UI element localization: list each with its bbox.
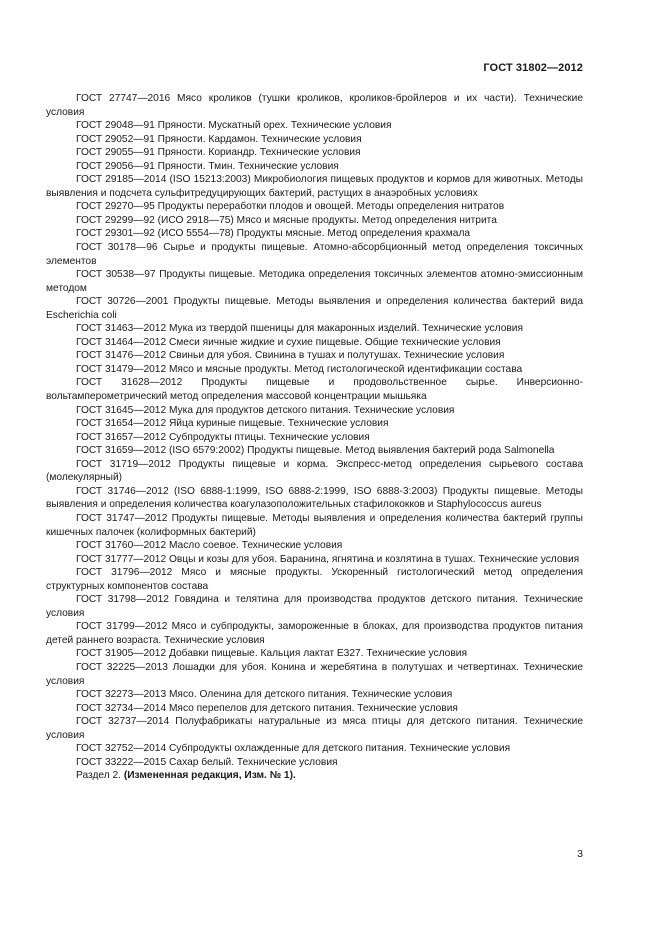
reference-item: ГОСТ 31796—2012 Мясо и мясные продукты. Ускоренный гистологический метод определения структурных компонентов состава xyxy=(46,567,583,592)
reference-item: ГОСТ 31719—2012 Продукты пищевые и корма. Экспресс-метод определения сырьевого состава (молекулярный) xyxy=(46,458,583,484)
reference-item: ГОСТ 31746—2012 (ISO 6888-1:1999, ISO 6888-2:1999, ISO 6888-3:2003) Продукты пищевые. Методы выявления и определения количества коагулазоположительных стафилококков и Staphylococcus aureus xyxy=(46,485,583,511)
reference-item: ГОСТ 29048—91 Пряности. Мускатный орех. Технические условия xyxy=(76,120,392,132)
reference-item: ГОСТ 32273—2013 Мясо. Оленина для детского питания. Технические условия xyxy=(76,689,453,701)
reference-item: ГОСТ 29052—91 Пряности. Кардамон. Технические условия xyxy=(76,133,362,145)
reference-item: ГОСТ 29301—92 (ИСО 5554—78) Продукты мясные. Метод определения крахмала xyxy=(76,228,471,240)
reference-item: ГОСТ 33222—2015 Сахар белый. Технические условия xyxy=(76,756,338,768)
reference-item: ГОСТ 30726—2001 Продукты пищевые. Методы выявления и определения количества бактерий вида Escherichia coli xyxy=(46,296,583,321)
reference-item: ГОСТ 32225—2013 Лошадки для убоя. Конина и жеребятина в полутушах и четвертинах. Технические условия xyxy=(46,661,583,687)
reference-item: ГОСТ 31799—2012 Мясо и субпродукты, замороженные в блоках, для производства продуктов питания детей раннего возраста. Технические условия xyxy=(46,621,583,646)
reference-item: ГОСТ 31645—2012 Мука для продуктов детского питания. Технические условия xyxy=(76,404,455,416)
reference-item: ГОСТ 29185—2014 (ISO 15213:2003) Микробиология пищевых продуктов и кормов для животных. Методы выявления и подсчета сульфитредуцирующих бактерий, растущих в анаэробных условиях xyxy=(46,174,583,199)
reference-item: ГОСТ 32737—2014 Полуфабрикаты натуральные из мяса птицы для детского питания. Технические условия xyxy=(46,716,583,741)
reference-item: ГОСТ 31464—2012 Смеси яичные жидкие и сухие пищевые. Общие технические условия xyxy=(76,336,501,348)
reference-item: ГОСТ 31659—2012 (ISO 6579:2002) Продукты пищевые. Метод выявления бактерий рода Salmonella xyxy=(76,445,555,457)
page-number: 3 xyxy=(577,848,583,860)
reference-item: ГОСТ 31747—2012 Продукты пищевые. Методы выявления и определения количества бактерий группы кишечных палочек (колиформных бактерий) xyxy=(46,512,583,538)
reference-item: ГОСТ 31657—2012 Субпродукты птицы. Технические условия xyxy=(76,431,370,443)
reference-item: ГОСТ 31760—2012 Масло соевое. Технические условия xyxy=(76,540,343,552)
amendment-section-label: Раздел 2. xyxy=(76,770,121,782)
reference-item: ГОСТ 29270—95 Продукты переработки плодов и овощей. Методы определения нитратов xyxy=(76,201,505,213)
reference-item: ГОСТ 29299—92 (ИСО 2918—75) Мясо и мясные продукты. Метод определения нитрита xyxy=(76,214,497,226)
reference-item: ГОСТ 31479—2012 Мясо и мясные продукты. Метод гистологической идентификации состава xyxy=(76,363,523,375)
reference-item: ГОСТ 30178—96 Сырье и продукты пищевые. Атомно-абсорбционный метод определения токсичных элементов xyxy=(46,242,583,267)
reference-item: ГОСТ 31476—2012 Свиньи для убоя. Свинина в тушах и полутушах. Технические условия xyxy=(76,350,505,362)
reference-item: ГОСТ 31654—2012 Яйца куриные пищевые. Технические условия xyxy=(76,418,389,430)
reference-item: ГОСТ 31798—2012 Говядина и телятина для производства продуктов детского питания. Технические условия xyxy=(46,594,583,619)
normative-references-list xyxy=(46,92,583,783)
amendment-note xyxy=(46,769,583,783)
reference-item: ГОСТ 29055—91 Пряности. Кориандр. Технические условия xyxy=(76,147,361,159)
reference-item: ГОСТ 32752—2014 Субпродукты охлажденные для детского питания. Технические условия xyxy=(76,743,511,755)
reference-item: ГОСТ 31628—2012 Продукты пищевые и продовольственное сырье. Инверсионно-вольтамперометрический метод определения массовой концентрации мышьяка xyxy=(46,377,583,403)
reference-item: ГОСТ 32734—2014 Мясо перепелов для детского питания. Технические условия xyxy=(76,702,458,714)
document-code-header: ГОСТ 31802—2012 xyxy=(483,62,583,74)
reference-item: ГОСТ 31463—2012 Мука из твердой пшеницы для макаронных изделий. Технические условия xyxy=(76,323,523,335)
reference-item: ГОСТ 31777—2012 Овцы и козы для убоя. Баранина, ягнятина и козлятина в тушах. Технические условия xyxy=(76,553,580,565)
reference-item: ГОСТ 29056—91 Пряности. Тмин. Технические условия xyxy=(76,160,339,172)
reference-item: ГОСТ 31905—2012 Добавки пищевые. Кальция лактат Е327. Технические условия xyxy=(76,648,467,660)
amendment-emphasis: (Измененная редакция, Изм. № 1). xyxy=(123,770,296,782)
reference-item: ГОСТ 30538—97 Продукты пищевые. Методика определения токсичных элементов атомно-эмиссионным методом xyxy=(46,269,583,294)
reference-item: ГОСТ 27747—2016 Мясо кроликов (тушки кроликов, кроликов-бройлеров и их части). Технические условия xyxy=(46,93,583,118)
